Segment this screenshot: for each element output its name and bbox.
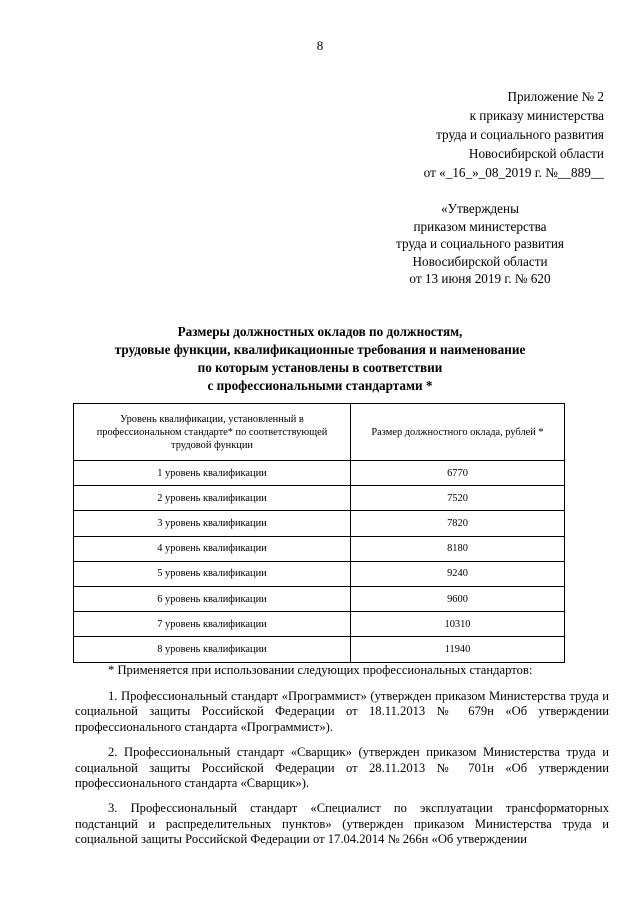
table-row (74, 511, 565, 536)
salary-cell: 9240 (351, 561, 565, 586)
title-line: по которым установлены в соответствии (197, 360, 443, 375)
qualification-level-cell: 1 уровень квалификации (74, 461, 351, 486)
qualification-level-cell: 4 уровень квалификации (74, 536, 351, 561)
title-line: трудовые функции, квалификационные требования и наименование (114, 342, 526, 357)
footnote-item: 2. Профессиональный стандарт «Сварщик» (утвержден приказом Министерства труда и социальной защиты Российской Федерации от 28.11.2013 № 701н «Об утверждении профессионального стандарта «Сварщик»). (75, 744, 609, 791)
title-line: Размеры должностных окладов по должностям, (177, 324, 463, 339)
table-row (74, 637, 565, 662)
table-row (74, 486, 565, 511)
salary-table (73, 403, 565, 663)
salary-cell: 11940 (351, 637, 565, 662)
salary-cell: 6770 (351, 461, 565, 486)
table-row (74, 536, 565, 561)
salary-cell: 10310 (351, 612, 565, 637)
approved-line: от 13 июня 2019 г. № 620 (409, 271, 551, 286)
salary-cell: 9600 (351, 586, 565, 611)
qualification-level-cell: 6 уровень квалификации (74, 586, 351, 611)
approved-line: приказом министерства (413, 218, 547, 234)
table-header-row (74, 404, 565, 461)
table-row (74, 561, 565, 586)
approved-line: Новосибирской области (412, 253, 548, 269)
qualification-level-cell: 3 уровень квалификации (74, 511, 351, 536)
appendix-line: к приказу министерства (469, 108, 604, 123)
appendix-block (424, 87, 604, 182)
table-row (74, 461, 565, 486)
qualification-level-cell: 7 уровень квалификации (74, 612, 351, 637)
header-qualification-level: Уровень квалификации, установленный в профессиональном стандарте* по соответствующей трудовой функции (74, 404, 351, 461)
title-line: с профессиональными стандартами * (207, 378, 433, 393)
page-number: 8 (316, 38, 324, 53)
qualification-level-cell: 2 уровень квалификации (74, 486, 351, 511)
salary-cell: 8180 (351, 536, 565, 561)
qualification-level-cell: 5 уровень квалификации (74, 561, 351, 586)
footnote-item: 1. Профессиональный стандарт «Программист» (утвержден приказом Министерства труда и социальной защиты Российской Федерации от 18.11.2013 № 679н «Об утверждении профессионального стандарта «Программист»). (75, 688, 609, 735)
appendix-line: труда и социального развития (436, 127, 604, 142)
appendix-line: Новосибирской области (468, 146, 604, 161)
footnotes (75, 663, 609, 857)
qualification-level-cell: 8 уровень квалификации (74, 637, 351, 662)
approved-block (370, 200, 590, 288)
approved-line: труда и социального развития (396, 236, 564, 251)
document-title (0, 323, 640, 395)
footnote-item: 3. Профессиональный стандарт «Специалист по эксплуатации трансформаторных подстанций и распределительных пунктов» (утвержден приказом Министерства труда и социальной защиты Российской Федерации от 17.04.2014 № 266н «Об утверждении (75, 800, 609, 847)
salary-cell: 7520 (351, 486, 565, 511)
table-row (74, 612, 565, 637)
approved-line: «Утверждены (441, 201, 519, 216)
salary-cell: 7820 (351, 511, 565, 536)
header-salary: Размер должностного оклада, рублей * (351, 404, 565, 461)
footnote-intro: * Применяется при использовании следующих профессиональных стандартов: (108, 663, 533, 677)
appendix-line: Приложение № 2 (507, 89, 604, 104)
appendix-order-line: от «_16_»_08_2019 г. №__889__ (423, 165, 604, 180)
table-row (74, 586, 565, 611)
